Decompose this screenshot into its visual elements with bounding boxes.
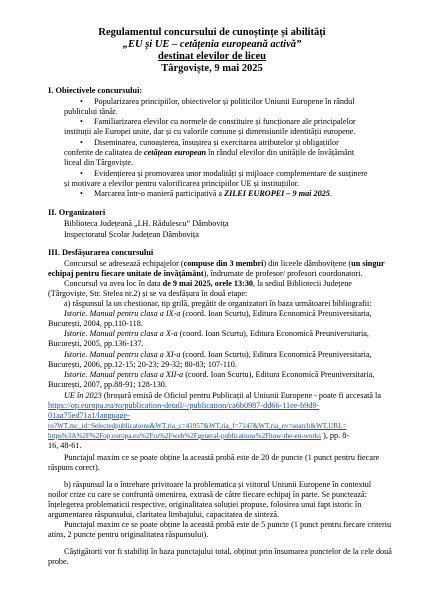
stage-a-intro: a) răspunsul la un chestionar, tip grilă, pregătit de organizatori în baza următoarei bibliografii: [64, 299, 372, 308]
bullet-icon: • [80, 138, 83, 147]
objective-2-line2: instituții ale Europei unite, dar și cu valorile comune și dimensiunile identității europene. [64, 127, 356, 136]
score-a-line1: Punctajul maxim ce se poate obține la această probă este de 20 de puncte (1 punct pentru fiecare [64, 453, 380, 462]
objective-1-line1: Popularizarea principiilor, obiectivelor și politicilor Uniunii Europene în rândul [94, 97, 355, 106]
section-1-title: I. Obiectivele concursului: [48, 86, 143, 95]
objective-5-line1: Marcarea într-o manieră participativă a ZILEI EUROPEI – 9 mai 2025. [94, 189, 332, 198]
score-a-line2: răspuns corect). [48, 463, 100, 472]
bullet-icon: • [80, 189, 83, 198]
biblio-5-line1: UE în 2023 (broșură emisă de Oficiul pentru Publicații al Uniunii Europene - poate fi accesată la [64, 391, 381, 400]
biblio-4-line2: București, 2007, pp.88-91; 128-130. [48, 380, 167, 389]
biblio-3-line1: Istorie. Manual pentru clasa a XI-a (coord. Ioan Scurtu), Editura Economică Preuniversitaria, [64, 350, 372, 359]
participants-line1: Concursul se adresează echipajelor (compuse din 3 membri) din liceele dâmbovițene (un singur [64, 259, 385, 268]
organizer-2: Inspectoratul Școlar Județean Dâmbovița [64, 230, 199, 239]
final-line2: probe. [48, 557, 69, 566]
stage-b-line3: înțelegerea problematicii respective, originalitatea soluției propuse, folosirea unui fapt istoric în [48, 500, 362, 509]
schedule-line2: (Târgoviște, Str. Stelea nr.2) și se va desfășura în două etape: [48, 289, 248, 298]
doc-title-line4: Târgoviște, 9 mai 2025 [161, 63, 263, 74]
score-b-line2: atins, 2 puncte pentru originalitatea răspunsului). [48, 530, 209, 539]
stage-b-line2: noilor crize cu care se confruntă omenirea, extrasă de către fiecare echipaj în parte. Se punctează: [48, 490, 367, 499]
bullet-icon: • [80, 97, 83, 106]
biblio-1-line1: Istorie. Manual pentru clasa a IX-a (coord. Ioan Scurtu), Editura Economică Preuniversitaria, [64, 309, 372, 318]
publication-link[interactable]: https://op.europa.eu/ro/publication-detail/-/publication/ca6b0987-dd66-11ee-b9d9- [48, 401, 320, 410]
biblio-4-line1: Istorie. Manual pentru clasa a XII-a (coord. Ioan Scurtu), Editura Economică Preuniversitaria, [64, 370, 375, 379]
bullet-icon: • [80, 117, 83, 126]
biblio-3-line2: București, 2006, pp.12-15; 20-23; 29-32; 80-83; 107-110. [48, 360, 237, 369]
biblio-1-line2: București, 2004, pp.110-118. [48, 319, 143, 328]
participants-line2: echipaj pentru fiecare unitate de învățământ), îndrumate de profesor/ profesori coordonatori. [48, 269, 363, 278]
section-2-title: II. Organizatori [48, 208, 106, 217]
objective-3-line1: Diseminarea, cunoașterea, însușirea și exercitarea atributelor și obligațiilor [94, 138, 339, 147]
biblio-2-line1: Istorie. Manual pentru clasa a X-a (coord. Ioan Scurtu), Editura Economică Preuniversitaria, [64, 329, 369, 338]
doc-title-line3: destinat elevilor de liceu [158, 51, 266, 62]
publication-link-line4: https%3A%2F%2Fop.europa.eu%2Fro%2Fweb%2Fgeneral-publications%2Fhow-the-eu-works ), pp. 8- [48, 431, 350, 440]
objective-2-line1: Familiarizarea elevilor cu normele de constituire și funcționare ale principalelor [94, 117, 356, 126]
objective-3-line3: liceal din Târgoviște. [64, 158, 134, 167]
organizer-1: Biblioteca Județeană „I.H. Rădulescu” Dâmbovița [64, 219, 229, 228]
objective-4-line2: și motivare a elevilor pentru valorificarea principiilor UE și instituțiilor. [64, 179, 300, 188]
doc-title-line1: Regulamentul concursului de cunoștințe și abilități [98, 27, 326, 38]
publication-link[interactable]: https%3A%2F%2Fop.europa.eu%2Fro%2Fweb%2Fgeneral-publications%2Fhow-the-eu-works [48, 432, 322, 440]
doc-title-line2: „EU și UE – cetățenia europeană activă” [122, 39, 302, 50]
score-b-line1: Punctajul maxim ce se poate obține la această probă este de 5 puncte (1 punct pentru fiecare criteriu [64, 520, 392, 529]
section-3-title: III. Desfășurarea concursului [48, 248, 154, 257]
schedule-line1: Concursul va avea loc în data de 9 mai 2025, orele 13:30, la sediul Bibliotecii Județene [64, 279, 352, 288]
publication-link[interactable]: ro?WT.mc_id=Selectedpublications&WT.ria_c=41957&WT.ria_f=7147&WT.ria_ev=search&WT.URL= [48, 422, 347, 430]
objective-4-line1: Evidențierea și promovarea unor modalități și mijloace complementare de susținere [94, 169, 368, 178]
objective-1-line2: publicului tânăr. [64, 107, 118, 116]
stage-b-line4: argumentarea răspunsului, claritatea limbajului, capacitatea de sinteză. [48, 510, 280, 519]
stage-b-line1: b) răspunsul la o întrebare privitoare la problematica și viitorul Uniunii Europene în contextul [64, 480, 372, 489]
biblio-2-line2: București, 2005, pp.136-137. [48, 339, 144, 348]
objective-3-line2: conferite de calitatea de cetățean european în rândul elevilor din unitățile de învățământ [64, 148, 355, 157]
final-line1: Câștigătorii vor fi stabiliți în baza punctajului total, obținut prin însumarea punctelor de la cele două [64, 547, 392, 556]
biblio-5-pages: 16, 48-61. [48, 441, 82, 450]
bullet-icon: • [80, 169, 83, 178]
publication-link[interactable]: 01aa75ed71a1/language- [48, 411, 130, 420]
